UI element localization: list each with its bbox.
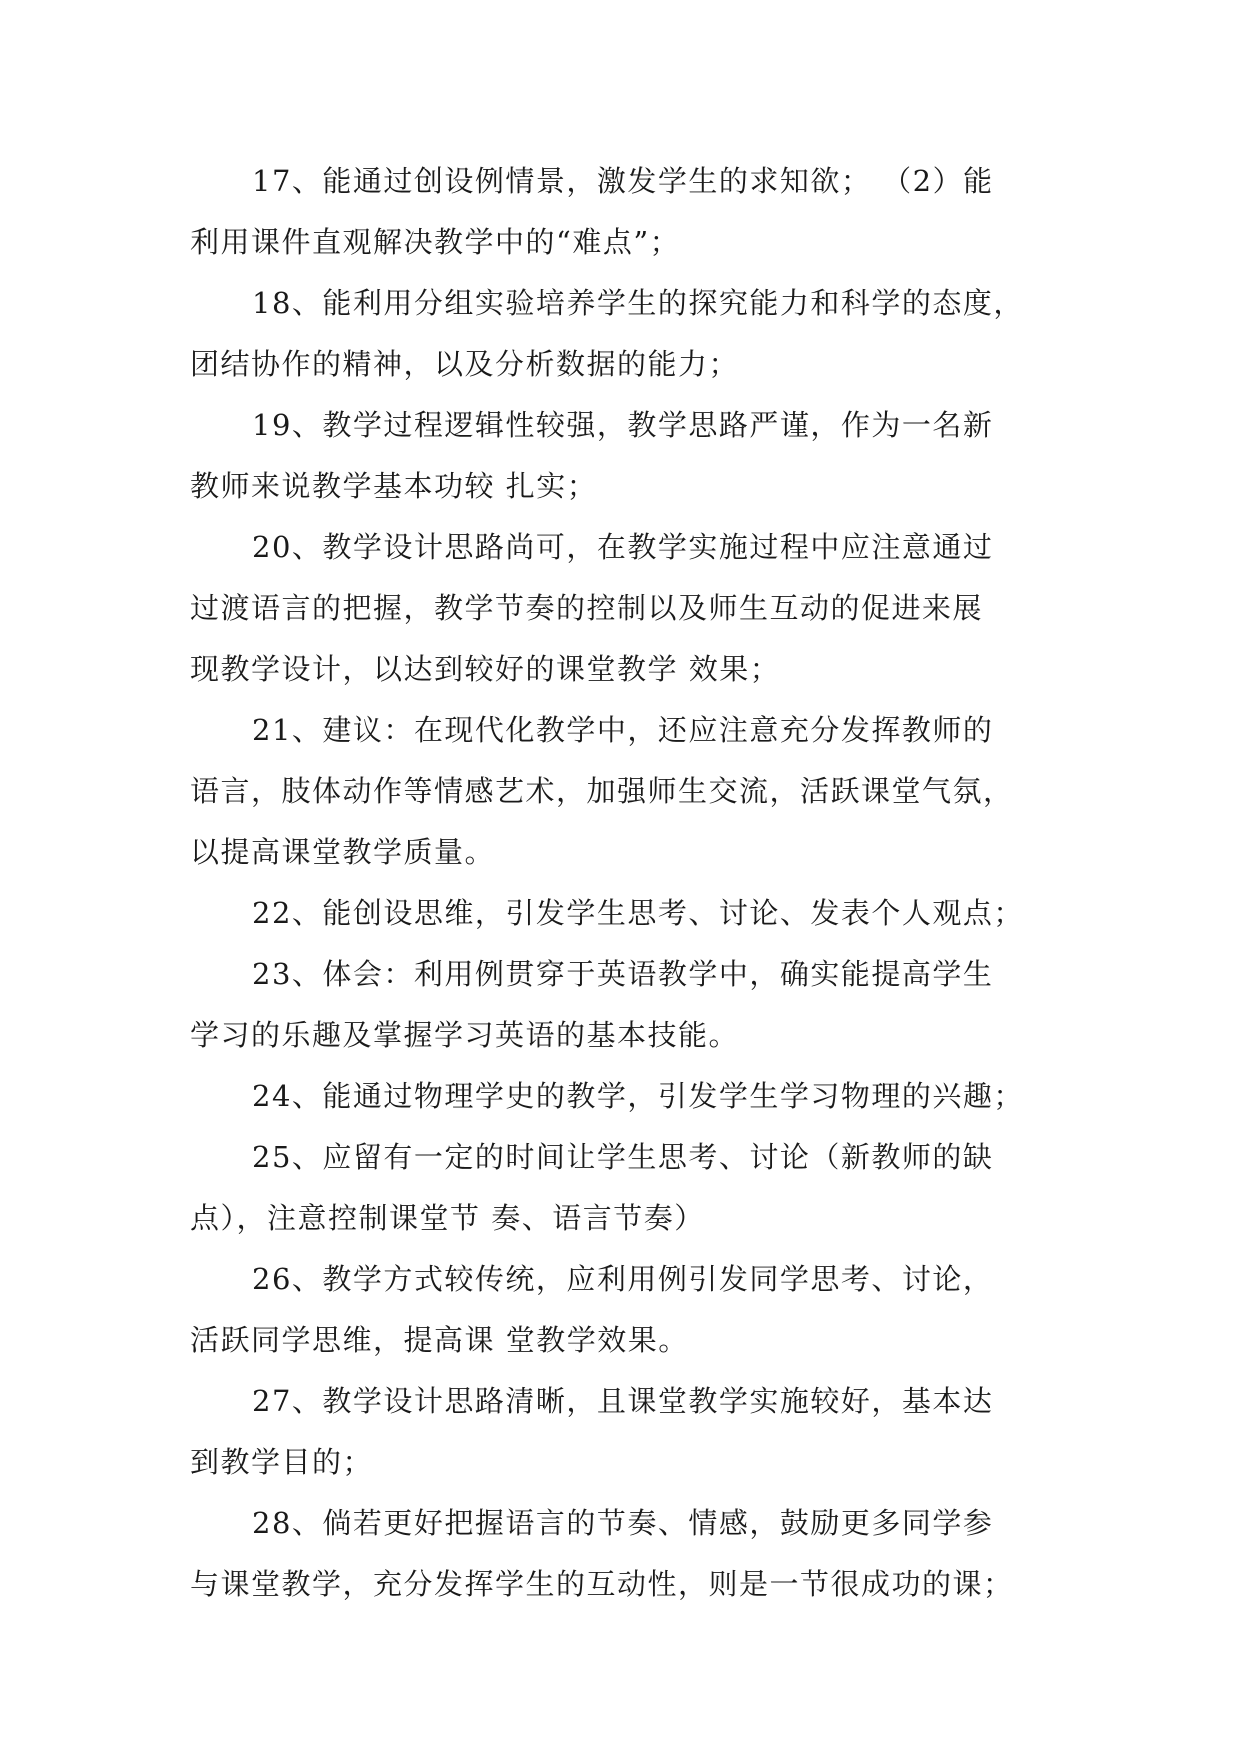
document-line: 语言，肢体动作等情感艺术，加强师生交流，活跃课堂气氛，	[190, 774, 1014, 808]
document-line: 现教学设计，以达到较好的课堂教学 效果；	[190, 652, 781, 686]
document-line: 19、教学过程逻辑性较强，教学思路严谨，作为一名新	[252, 408, 994, 442]
document-line: 教师来说教学基本功较 扎实；	[190, 469, 598, 503]
document-line: 22、能创设思维，引发学生思考、讨论、发表个人观点；	[252, 896, 1024, 930]
document-line: 28、倘若更好把握语言的节奏、情感，鼓励更多同学参	[252, 1506, 994, 1540]
document-body	[190, 151, 1090, 1615]
document-line: 27、教学设计思路清晰，且课堂教学实施较好，基本达	[252, 1384, 994, 1418]
document-line: 17、能通过创设例情景，激发学生的求知欲； （2）能	[252, 164, 994, 198]
document-line: 团结协作的精神，以及分析数据的能力；	[190, 347, 740, 381]
document-line: 20、教学设计思路尚可，在教学实施过程中应注意通过	[252, 530, 994, 564]
document-line: 26、教学方式较传统，应利用例引发同学思考、讨论，	[252, 1262, 994, 1296]
document-line: 活跃同学思维，提高课 堂教学效果。	[190, 1323, 689, 1357]
document-line: 点），注意控制课堂节 奏、语言节奏）	[190, 1201, 705, 1235]
document-line: 到教学目的；	[190, 1445, 374, 1479]
document-line: 24、能通过物理学史的教学，引发学生学习物理的兴趣；	[252, 1079, 1024, 1113]
document-line: 25、应留有一定的时间让学生思考、讨论（新教师的缺	[252, 1140, 994, 1174]
document-line: 21、建议：在现代化教学中，还应注意充分发挥教师的	[252, 713, 994, 747]
document-line: 以提高课堂教学质量。	[190, 835, 496, 869]
document-line: 18、能利用分组实验培养学生的探究能力和科学的态度，	[252, 286, 1024, 320]
document-line: 过渡语言的把握，教学节奏的控制以及师生互动的促进来展	[190, 591, 984, 625]
document-line: 学习的乐趣及掌握学习英语的基本技能。	[190, 1018, 740, 1052]
document-line: 与课堂教学，充分发挥学生的互动性，则是一节很成功的课；	[190, 1567, 1014, 1601]
document-line: 23、体会：利用例贯穿于英语教学中，确实能提高学生	[252, 957, 994, 991]
document-line: 利用课件直观解决教学中的“难点”；	[190, 225, 681, 259]
